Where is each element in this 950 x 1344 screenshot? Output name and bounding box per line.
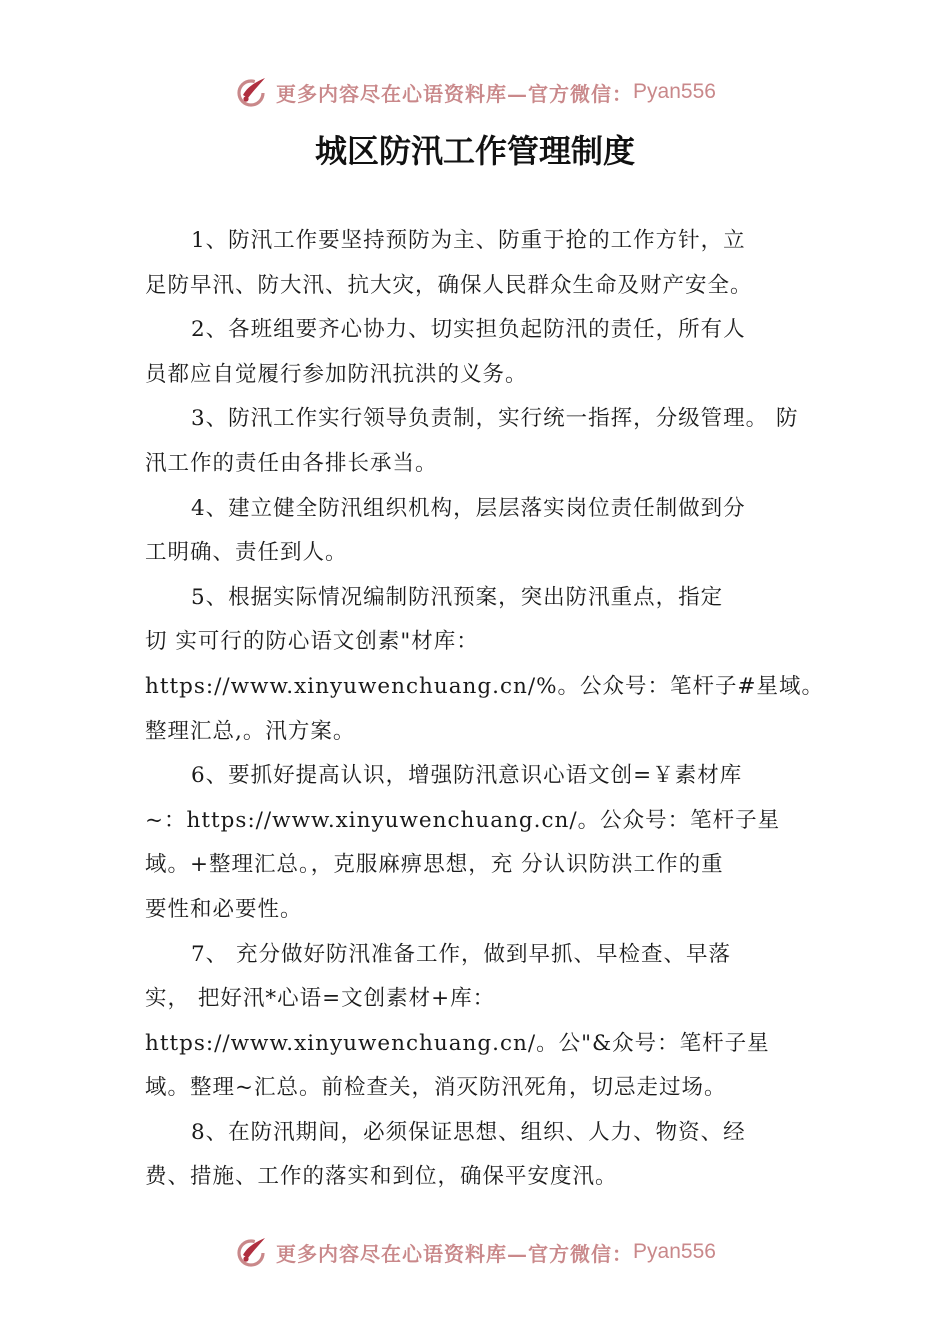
body-line: 3、防汛工作实行领导负责制，实行统一指挥，分级管理。 防 <box>191 406 799 432</box>
watermark-account: Pyan556 <box>633 80 716 103</box>
body-line: 1、防汛工作要坚持预防为主、防重于抢的工作方针，立 <box>191 228 746 253</box>
watermark-account: Pyan556 <box>633 1240 716 1263</box>
watermark-banner-top <box>0 72 950 112</box>
body-line: 7、 充分做好防汛准备工作，做到早抓、早检查、早落 <box>191 941 732 967</box>
body-line: 员都应自觉履行参加防汛抗洪的义务。 <box>145 361 528 387</box>
body-line: https://www.xinyuwenchuang.cn/。公"&众号：笔杆子星 <box>145 1030 770 1056</box>
body-line: ~：https://www.xinyuwenchuang.cn/。公众号：笔杆子星 <box>145 807 781 833</box>
brush-circle-logo-icon <box>234 1234 270 1270</box>
body-line: 5、根据实际情况编制防汛预案，突出防汛重点，指定 <box>191 584 724 610</box>
document-body <box>145 219 835 1200</box>
body-line: 切 实可行的防心语文创素"材库： <box>145 629 479 655</box>
body-line: 4、建立健全防汛组织机构，层层落实岗位责任制做到分 <box>191 495 746 521</box>
body-line: 2、各班组要齐心协力、切实担负起防汛的责任，所有人 <box>191 317 746 343</box>
body-line: 整理汇总,。汛方案。 <box>145 718 356 744</box>
watermark-text: 更多内容尽在心语资料库—官方微信： <box>276 1241 634 1266</box>
watermark-banner-bottom <box>0 1232 950 1272</box>
body-line: 实， 把好汛*心语=文创素材+库： <box>145 986 496 1012</box>
body-line: 要性和必要性。 <box>145 896 303 922</box>
body-line: 6、要抓好提高认识，增强防汛意识心语文创=￥素材库 <box>191 763 743 789</box>
body-line: 域。整理~汇总。前检查关，消灭防汛死角，切忌走过场。 <box>145 1075 727 1101</box>
body-line: 工明确、责任到人。 <box>145 540 348 566</box>
body-line: 足防早汛、防大汛、抗大灾，确保人民群众生命及财产安全。 <box>145 272 753 298</box>
body-line: 汛工作的责任由各排长承当。 <box>145 450 438 476</box>
body-line: https://www.xinyuwenchuang.cn/%。公众号：笔杆子#星域。 <box>145 673 825 699</box>
body-line: 域。+整理汇总。，克服麻痹思想，充 分认识防洪工作的重 <box>145 852 724 878</box>
watermark-text: 更多内容尽在心语资料库—官方微信： <box>276 81 634 106</box>
body-line: 费、措施、工作的落实和到位，确保平安度汛。 <box>145 1164 618 1190</box>
body-line: 8、在防汛期间，必须保证思想、组织、人力、物资、经 <box>191 1119 746 1145</box>
document-title: 城区防汛工作管理制度 <box>314 132 635 170</box>
brush-circle-logo-icon <box>234 74 270 110</box>
